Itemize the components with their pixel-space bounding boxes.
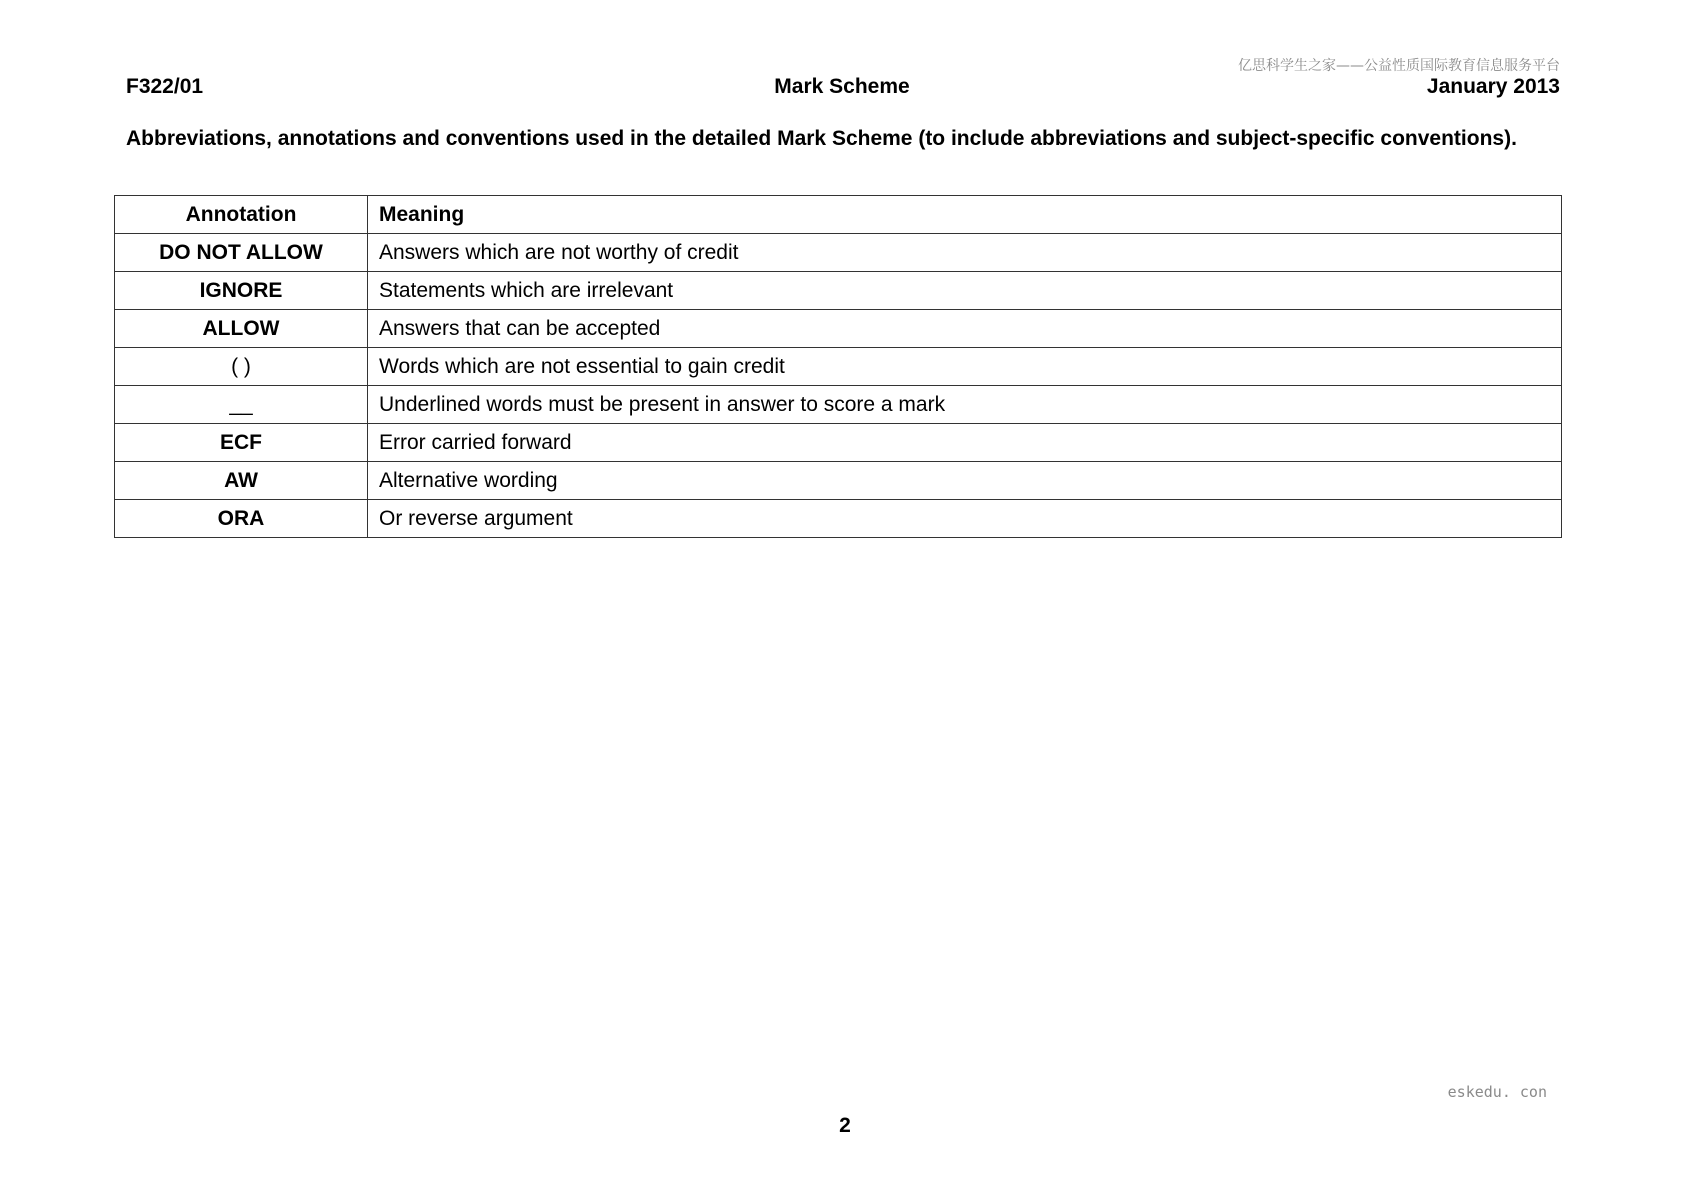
watermark-bottom: eskedu. con — [1447, 1083, 1547, 1101]
meaning-cell: Statements which are irrelevant — [368, 272, 1562, 310]
meaning-cell: Alternative wording — [368, 462, 1562, 500]
table-row — [115, 234, 1562, 272]
table-row — [115, 386, 1562, 424]
table-header-row — [115, 196, 1562, 234]
intro-heading: Abbreviations, annotations and conventions used in the detailed Mark Scheme (to include abbreviations and subject-specific conventions). — [126, 127, 1517, 150]
table-row — [115, 310, 1562, 348]
table-row — [115, 462, 1562, 500]
table-row — [115, 348, 1562, 386]
column-header-annotation: Annotation — [115, 196, 368, 234]
watermark-top: 亿思科学生之家——公益性质国际教育信息服务平台 — [1238, 58, 1560, 74]
annotation-cell: IGNORE — [115, 272, 368, 310]
annotation-cell: ALLOW — [115, 310, 368, 348]
meaning-cell: Answers that can be accepted — [368, 310, 1562, 348]
table-row — [115, 272, 1562, 310]
table-row — [115, 500, 1562, 538]
table-row — [115, 424, 1562, 462]
paper-code: F322/01 — [126, 75, 204, 98]
exam-date: January 2013 — [1426, 75, 1560, 98]
page-number: 2 — [839, 1114, 851, 1137]
annotation-cell: AW — [115, 462, 368, 500]
document-title: Mark Scheme — [774, 75, 910, 98]
meaning-cell: Error carried forward — [368, 424, 1562, 462]
meaning-cell: Or reverse argument — [368, 500, 1562, 538]
annotation-cell: ECF — [115, 424, 368, 462]
meaning-cell: Underlined words must be present in answer to score a mark — [368, 386, 1562, 424]
annotation-table — [114, 195, 1562, 538]
annotation-cell: DO NOT ALLOW — [115, 234, 368, 272]
annotation-cell: __ — [115, 386, 368, 424]
annotation-cell: ORA — [115, 500, 368, 538]
column-header-meaning: Meaning — [368, 196, 1562, 234]
meaning-cell: Words which are not essential to gain credit — [368, 348, 1562, 386]
annotation-cell: ( ) — [115, 348, 368, 386]
meaning-cell: Answers which are not worthy of credit — [368, 234, 1562, 272]
